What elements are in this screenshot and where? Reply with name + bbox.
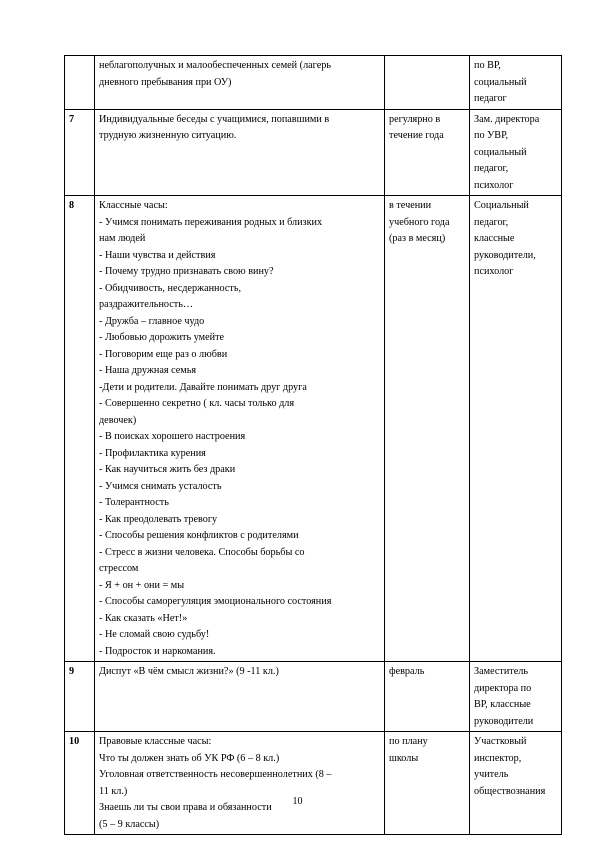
cell-line: течение года bbox=[389, 130, 444, 141]
cell-line: Что ты должен знать об УК РФ (6 – 8 кл.) bbox=[99, 752, 280, 764]
cell-line: 11 кл.) bbox=[99, 785, 128, 797]
cell-line: - Способы решения конфликтов с родителями bbox=[99, 530, 299, 541]
cell-line: - Обидчивость, несдержанность, bbox=[99, 282, 242, 294]
cell-line: - Учимся понимать переживания родных и близких bbox=[99, 216, 323, 228]
cell-line: Заместитель bbox=[474, 666, 528, 677]
cell-line: - Наша дружная семья bbox=[99, 365, 197, 376]
cell-line: Уголовная ответственность несовершеннолетних (8 – bbox=[99, 769, 332, 780]
cell-line: стрессом bbox=[99, 563, 139, 574]
cell-line: - Подросток и наркомания. bbox=[99, 645, 216, 657]
table-row bbox=[65, 732, 562, 835]
row-number-cell: 10 bbox=[65, 732, 95, 835]
cell-line: - В поисках хорошего настроения bbox=[99, 431, 246, 442]
cell-line: Знаешь ли ты свои права и обязанности bbox=[99, 802, 272, 813]
cell-line: - Наши чувства и действия bbox=[99, 249, 216, 261]
cell-line: - Как сказать «Нет!» bbox=[99, 612, 188, 624]
cell-line: Зам. директора bbox=[474, 113, 540, 125]
cell-line: Классные часы: bbox=[99, 200, 168, 211]
timing-cell bbox=[385, 109, 470, 196]
timing-cell bbox=[385, 732, 470, 835]
responsible-cell bbox=[470, 109, 562, 196]
cell-line: социальный bbox=[474, 76, 527, 88]
cell-line: - Стресс в жизни человека. Способы борьбы со bbox=[99, 546, 305, 558]
cell-line: - Не сломай свою судьбу! bbox=[99, 629, 210, 640]
timing-cell bbox=[385, 662, 470, 732]
activity-cell bbox=[95, 109, 385, 196]
responsible-cell bbox=[470, 732, 562, 835]
cell-line: педагог bbox=[474, 93, 507, 104]
cell-line: руководители, bbox=[474, 249, 536, 261]
cell-line: раздражительность… bbox=[99, 299, 194, 310]
row-number-cell bbox=[65, 56, 95, 110]
responsible-cell bbox=[470, 662, 562, 732]
cell-line: руководители bbox=[474, 715, 534, 727]
cell-line: - Поговорим еще раз о любви bbox=[99, 348, 228, 360]
cell-line: социальный bbox=[474, 146, 527, 158]
cell-line: - Толерантность bbox=[99, 497, 169, 508]
cell-line: классные bbox=[474, 233, 515, 244]
cell-line: - Любовью дорожить умейте bbox=[99, 332, 225, 343]
cell-line: (5 – 9 классы) bbox=[99, 818, 160, 830]
cell-line: учитель bbox=[474, 769, 509, 780]
cell-line: по плану bbox=[389, 736, 428, 747]
cell-line: нам людей bbox=[99, 233, 146, 244]
timing-cell bbox=[385, 196, 470, 662]
cell-line: по УВР, bbox=[474, 130, 509, 141]
cell-line: - Способы саморегуляция эмоционального состояния bbox=[99, 596, 332, 607]
responsible-cell bbox=[470, 196, 562, 662]
activity-cell bbox=[95, 662, 385, 732]
cell-line bbox=[389, 58, 465, 75]
plan-table-body bbox=[65, 56, 562, 835]
responsible-cell bbox=[470, 56, 562, 110]
cell-line: Социальный bbox=[474, 200, 529, 211]
activity-cell bbox=[95, 196, 385, 662]
plan-table bbox=[64, 55, 562, 835]
cell-line: психолог bbox=[474, 266, 514, 277]
cell-line: трудную жизненную ситуацию. bbox=[99, 130, 237, 141]
cell-line: учебного года bbox=[389, 216, 450, 228]
cell-line: педагог, bbox=[474, 163, 509, 174]
cell-line: Участковый bbox=[474, 736, 527, 747]
cell-line: Индивидуальные беседы с учащимися, попавшими в bbox=[99, 113, 330, 125]
cell-line: педагог, bbox=[474, 216, 509, 228]
table-row bbox=[65, 109, 562, 196]
row-number-cell: 8 bbox=[65, 196, 95, 662]
cell-line: - Как преодолевать тревогу bbox=[99, 513, 218, 525]
cell-line: - Я + он + они = мы bbox=[99, 579, 185, 591]
cell-line: февраль bbox=[389, 666, 425, 677]
table-row bbox=[65, 56, 562, 110]
row-number-cell: 7 bbox=[65, 109, 95, 196]
cell-line: - Совершенно секретно ( кл. часы только для bbox=[99, 398, 295, 409]
page-number: 10 bbox=[292, 796, 303, 807]
cell-line: школы bbox=[389, 752, 419, 764]
cell-line: - Дружба – главное чудо bbox=[99, 315, 205, 327]
cell-line: неблагополучных и малообеспеченных семей (лагерь bbox=[99, 60, 331, 71]
cell-line: ВР, классные bbox=[474, 699, 531, 710]
cell-line: - Профилактика курения bbox=[99, 447, 206, 459]
cell-line: инспектор, bbox=[474, 752, 522, 764]
cell-line: по ВР, bbox=[474, 60, 501, 71]
activity-cell bbox=[95, 56, 385, 110]
cell-line: - Почему трудно признавать свою вину? bbox=[99, 266, 274, 277]
cell-line: регулярно в bbox=[389, 113, 441, 125]
cell-line: Правовые классные часы: bbox=[99, 736, 212, 747]
cell-line: директора по bbox=[474, 682, 532, 694]
timing-cell bbox=[385, 56, 470, 110]
cell-line: дневного пребывания при ОУ) bbox=[99, 76, 232, 88]
row-number-cell: 9 bbox=[65, 662, 95, 732]
table-row bbox=[65, 662, 562, 732]
cell-line: обществознания bbox=[474, 785, 546, 797]
cell-line: девочек) bbox=[99, 414, 137, 426]
cell-line: (раз в месяц) bbox=[389, 233, 446, 244]
cell-line: - Учимся снимать усталость bbox=[99, 480, 222, 492]
table-row bbox=[65, 196, 562, 662]
cell-line: Диспут «В чём смысл жизни?» (9 -11 кл.) bbox=[99, 666, 279, 677]
activity-cell bbox=[95, 732, 385, 835]
cell-line: психолог bbox=[474, 179, 514, 191]
cell-line: -Дети и родители. Давайте понимать друг друга bbox=[99, 381, 307, 393]
cell-line: в течении bbox=[389, 200, 432, 211]
cell-line: - Как научиться жить без драки bbox=[99, 464, 236, 475]
